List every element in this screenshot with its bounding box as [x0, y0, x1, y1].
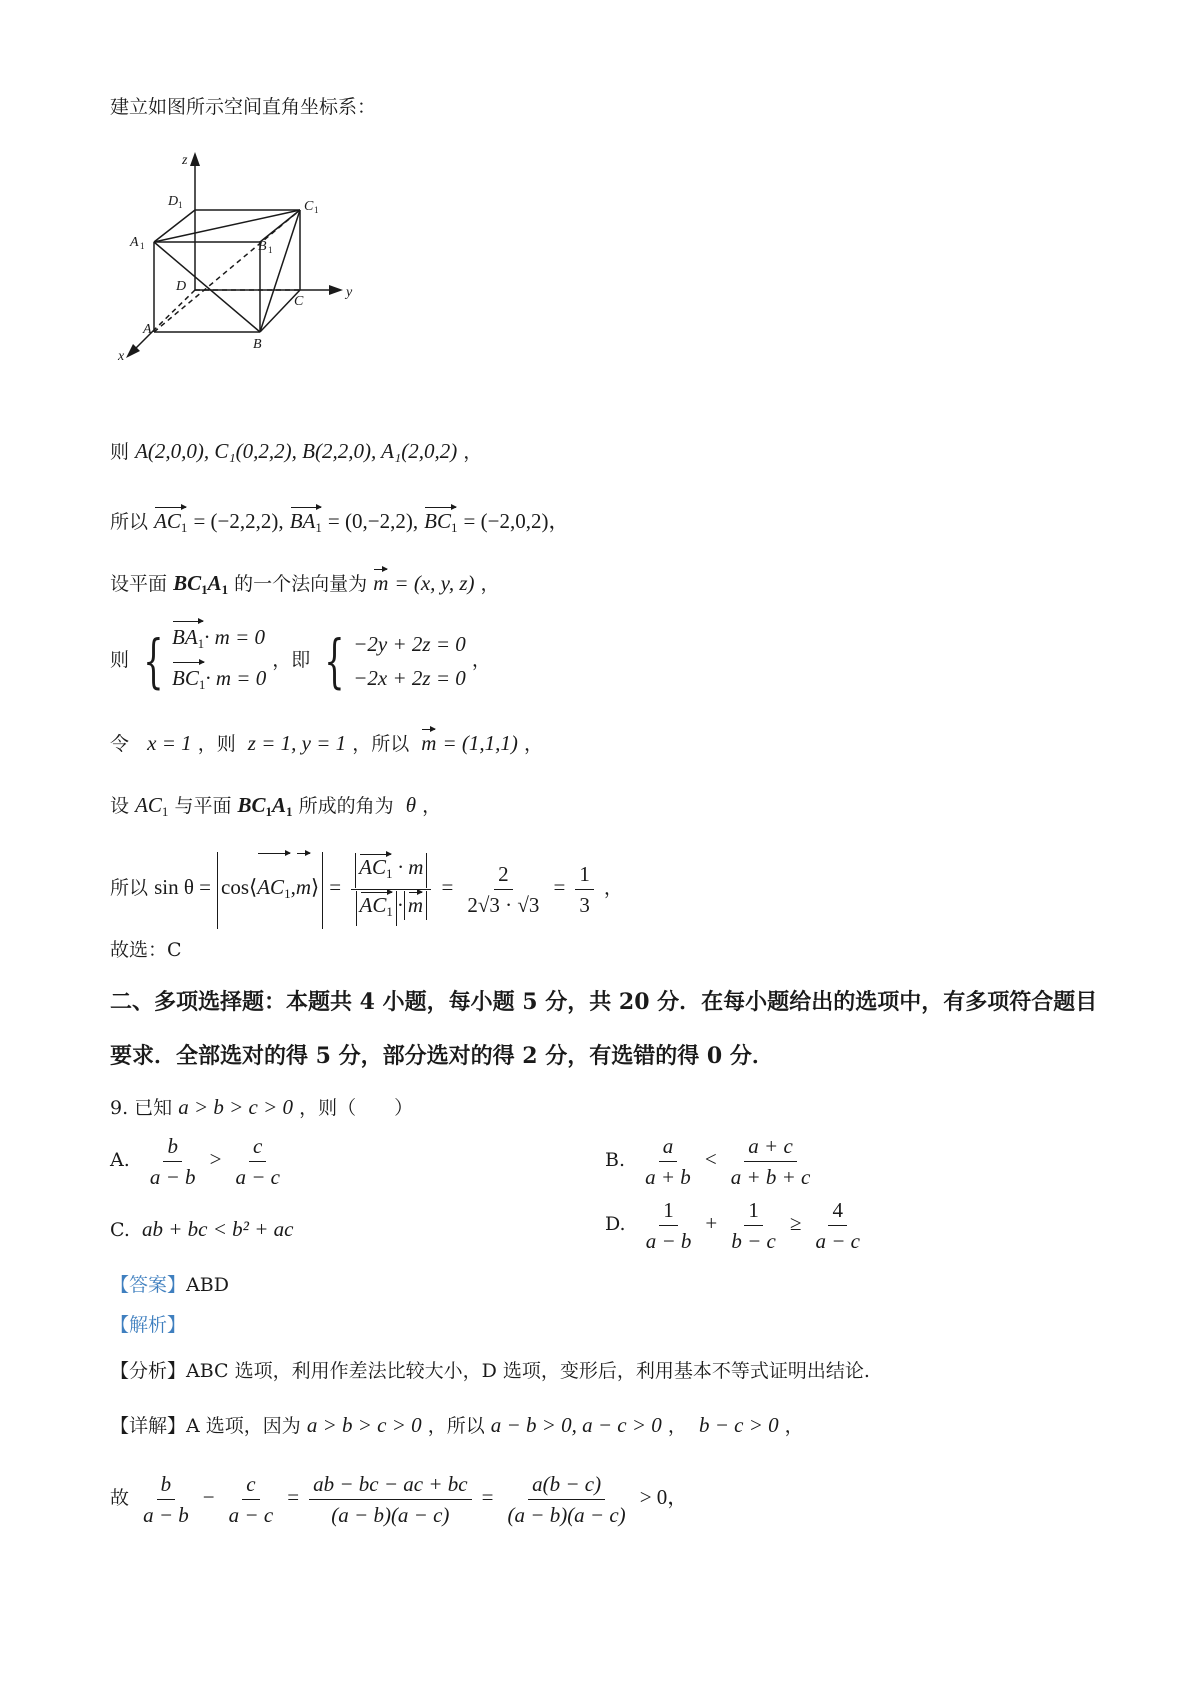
- z-arrow: [190, 152, 200, 166]
- label-D1-sub: 1: [178, 200, 183, 210]
- coordinates-math: A(2,0,0), C₁(0,2,2), B(2,2,0), A₁(2,0,2): [135, 439, 458, 463]
- label-B: B: [253, 337, 262, 352]
- label-C: C: [294, 294, 304, 309]
- difference-formula: 故 $\frac{b}{a - b}$ − $\frac{c}{a - c}$ = $\frac{ab - bc - ac + bc}{(a - b)(a - c)}$ = $\frac{a(b - c)}{(a - b)(a - c)}$ > 0，: [110, 1471, 689, 1527]
- label-B1: B: [258, 239, 267, 254]
- label-A: A: [143, 322, 152, 337]
- option-a[interactable]: A. $\frac{b}{a - b}$ > $\frac{c}{a - c}$: [110, 1133, 280, 1189]
- analysis-label: 【解析】: [110, 1314, 187, 1336]
- label-y: y: [346, 285, 353, 300]
- option-c[interactable]: C. ab + bc < b² + ac: [110, 1217, 294, 1241]
- label-x: x: [118, 349, 125, 364]
- system-line: 则 { $BA_1\cdot m = 0$ $BC_1\cdot m = 0$ ，即 { −2y + 2z = 0 −2x + 2z = 0 ，: [110, 620, 491, 702]
- label-C1: C: [304, 199, 314, 214]
- answer-line: 【答案】ABD: [110, 1274, 229, 1296]
- vectors-line: 所以 $AC_1 = (-2,2,2)$, $BA_1 = (0,-2,2)$, $BC_1 = (-2,0,2)$，: [110, 506, 569, 543]
- coordinates-line: 则 A(2,0,0), C₁(0,2,2), B(2,2,0), A₁(2,0,2) ，: [110, 439, 483, 463]
- label-A1-sub: 1: [140, 241, 145, 251]
- label-C1-sub: 1: [314, 205, 319, 215]
- answer-value: ABD: [186, 1274, 229, 1296]
- intro-text: 建立如图所示空间直角坐标系：: [110, 96, 377, 118]
- label-D: D: [176, 279, 187, 294]
- label-A1: A: [130, 235, 139, 250]
- label-z: z: [182, 153, 188, 168]
- label-B1-sub: 1: [268, 245, 273, 255]
- sin-formula-line: 所以 $\sin \theta = \cos⟨AC_1,m⟩$ = $\frac{AC_1 \cdot m}{AC_1 \cdot m}$ = $\frac{2}{2√3 \cdot √3}$ = $\frac{1}{3}$ ，: [110, 852, 623, 929]
- option-d[interactable]: D. $\frac{1}{a - b}$ + $\frac{1}{b - c}$ ≥ $\frac{4}{a - c}$: [605, 1197, 860, 1253]
- cube-coordinate-figure: [110, 150, 370, 370]
- question-stem: 9. 已知 a > b > c > 0 ，则（ ）: [110, 1095, 414, 1119]
- option-b[interactable]: B. $\frac{a}{a + b}$ < $\frac{a + c}{a + b + c}$: [605, 1133, 811, 1189]
- solve-line: 令 x = 1 ，则 z = 1, y = 1 ，所以 m = (1,1,1) ，: [110, 728, 543, 759]
- choice-line: 故选：C: [110, 939, 182, 961]
- detail-line: 【详解】A 选项，因为 a > b > c > 0 ，所以 a − b > 0, a − c > 0 ， b − c > 0 ，: [110, 1413, 804, 1437]
- label-D1: D: [168, 194, 179, 209]
- normal-vector-line: 设平面 $BC_1A_1$ 的一个法向量为 m = (x, y, z) ，: [110, 568, 500, 605]
- section-heading: 二、多项选择题：本题共 4 小题，每小题 5 分，共 20 分．在每小题给出的选项中，有多项符合题目要求．全部选对的得 5 分，部分选对的得 2 分，有选错的得 0 分．: [110, 989, 1098, 1069]
- y-arrow: [329, 285, 343, 295]
- fenxi-line: 【分析】ABC 选项，利用作差法比较大小，D 选项，变形后，利用基本不等式证明出结论.: [110, 1360, 870, 1382]
- angle-line: 设 $AC_1$ 与平面 $BC_1A_1$ 所成的角为 θ ，: [110, 793, 442, 819]
